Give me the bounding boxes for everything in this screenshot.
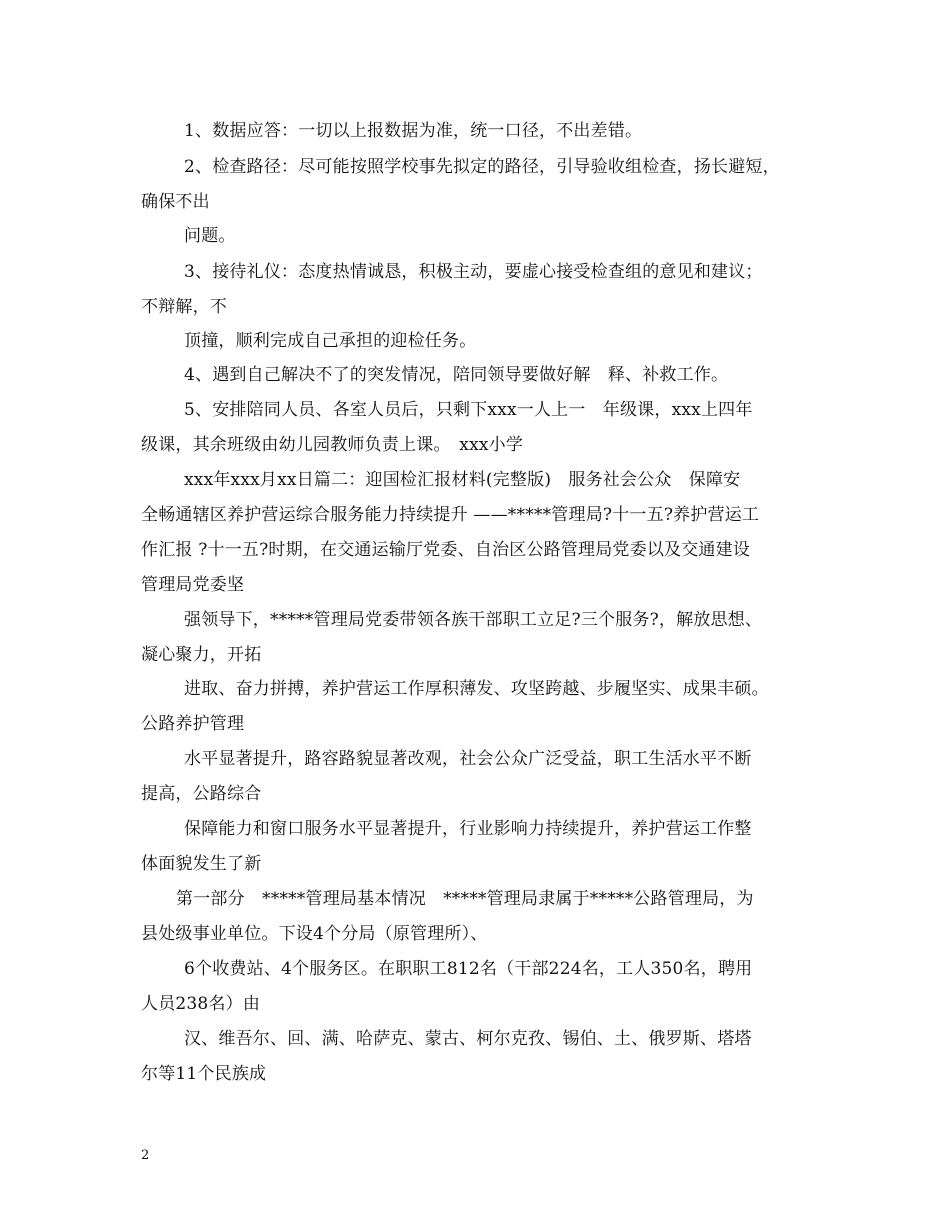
text-line: 公路养护管理 [141,714,245,734]
text-line: 汉、维吾尔、回、满、哈萨克、蒙古、柯尔克孜、锡伯、土、俄罗斯、塔塔 [184,1029,752,1049]
page-number: 2 [141,1148,150,1163]
text-line: 级课，其余班级由幼儿园教师负责上课。 xxx小学 [141,435,524,455]
text-line: 全畅通辖区养护营运综合服务能力持续提升 ——*****管理局?十一五?养护营运工 [141,505,760,525]
text-line: 1、数据应答：一切以上报数据为准，统一口径，不出差错。 [184,121,643,141]
text-line: 保障能力和窗口服务水平显著提升，行业影响力持续提升，养护营运工作整 [184,819,752,839]
text-line: 水平显著提升，路容路貌显著改观，社会公众广泛受益，职工生活水平不断 [184,749,752,769]
text-line: 管理局党委坚 [141,575,245,595]
text-line: 县处级事业单位。下设4个分局（原管理所）、 [141,924,488,944]
text-line: 5、安排陪同人员、各室人员后，只剩下xxx一人上一 年级课，xxx上四年 [184,400,753,420]
text-line: 顶撞，顺利完成自己承担的迎检任务。 [184,331,477,351]
text-line: 作汇报 ?十一五?时期，在交通运输厅党委、自治区公路管理局党委以及交通建设 [141,540,751,560]
text-line: 确保不出 [141,192,210,212]
text-line: xxx年xxx月xx日篇二：迎国检汇报材料(完整版) 服务社会公众 保障安 [184,470,741,490]
text-line: 进取、奋力拼搏，养护营运工作厚积薄发、攻坚跨越、步履坚实、成果丰硕。 [184,679,769,699]
text-line: 人员238名）由 [141,994,261,1014]
text-line: 体面貌发生了新 [141,854,262,874]
text-line: 3、接待礼仪：态度热情诚恳，积极主动，要虚心接受检查组的意见和建议； [184,262,763,282]
text-line: 凝心聚力，开拓 [141,645,262,665]
text-line: 不辩解，不 [141,297,227,317]
text-line: 问题。 [184,226,236,246]
text-line: 6个收费站、4个服务区。在职职工812名（干部224名，工人350名，聘用 [184,959,753,979]
text-line: 2、检查路径：尽可能按照学校事先拟定的路径，引导验收组检查，扬长避短， [184,157,780,177]
text-line: 提高，公路综合 [141,784,262,804]
text-line: 强领导下，*****管理局党委带领各族干部职工立足?三个服务?，解放思想、 [184,610,763,630]
text-line: 4、遇到自己解决不了的突发情况，陪同领导要做好解 释、补救工作。 [184,365,729,385]
text-line: 尔等11个民族成 [141,1064,267,1084]
text-line: 第一部分 *****管理局基本情况 *****管理局隶属于*****公路管理局，为 [176,889,754,909]
